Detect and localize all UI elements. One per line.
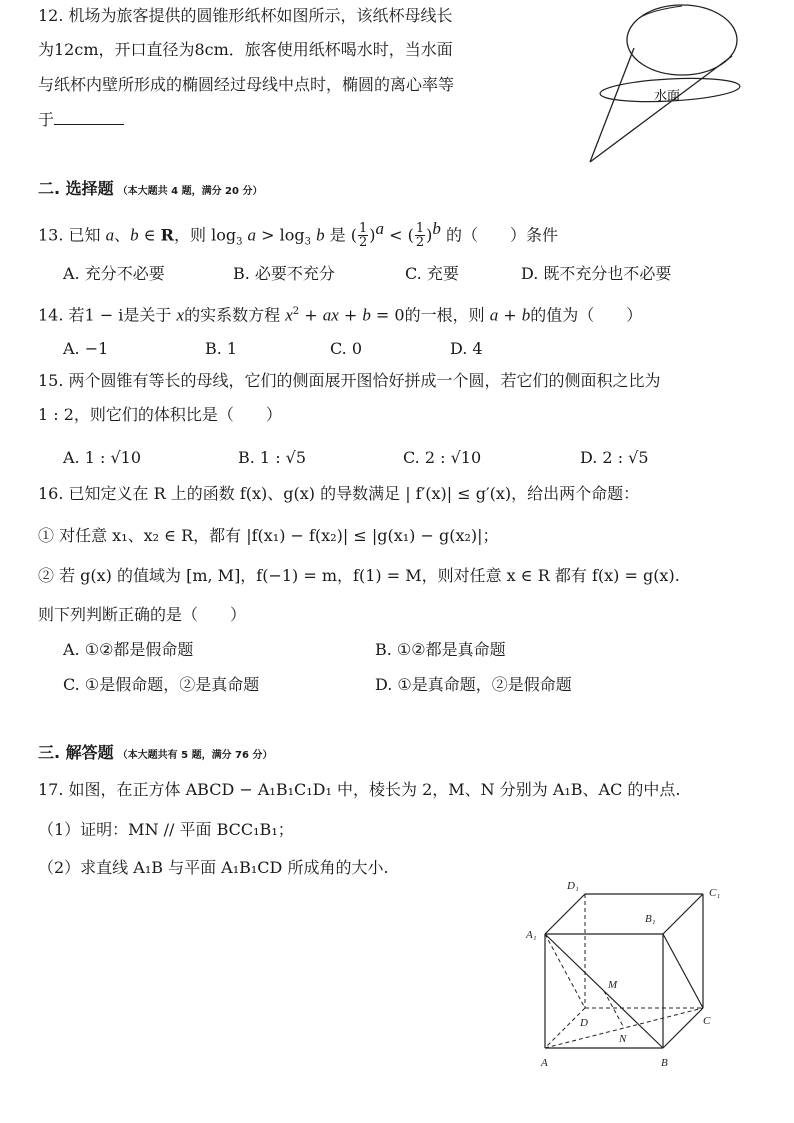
label-D1: D₁	[567, 880, 579, 892]
hidden-segment-MN	[604, 991, 624, 1028]
section3-title	[38, 740, 272, 763]
water-surface-label: 水面	[654, 89, 681, 104]
q14-option-d[interactable]: D. 4	[450, 339, 483, 358]
q14-stem-a: 14. 若	[38, 305, 85, 325]
q16-option-d[interactable]: D. ①是真命题，②是假命题	[375, 675, 572, 694]
label-C1: C₁	[709, 887, 721, 899]
section2-title	[38, 176, 262, 199]
q14-stem-b: 是关于	[123, 305, 172, 325]
q15-line2: 1 : 2，则它们的体积比是（ ）	[38, 405, 282, 424]
q15-option-b[interactable]: B. 1 : √5	[238, 448, 307, 467]
section3-title-text: 三. 解答题	[38, 743, 114, 762]
label-B: B	[661, 1057, 668, 1069]
hidden-line-A1D	[545, 934, 585, 1008]
q14-stem-c: 的实系数方程	[184, 305, 281, 325]
q14-option-b[interactable]: B. 1	[205, 339, 238, 358]
label-A1: A₁	[526, 929, 537, 941]
q12-line4-text: 于	[38, 110, 55, 129]
q16-line3: ② 若 g(x) 的值域为 [m, M]，f(−1) = m，f(1) = M，则对任意 x ∈ R 都有 f(x) = g(x).	[38, 566, 680, 585]
label-N: N	[619, 1033, 627, 1045]
section3-note: （本大题共有 5 题，满分 76 分）	[117, 750, 273, 761]
q13-option-a[interactable]: A. 充分不必要	[63, 264, 165, 283]
q17-line1: 17. 如图，在正方体 ABCD − A₁B₁C₁D₁ 中，棱长为 2，M、N 分别为 A₁B、AC 的中点.	[38, 780, 681, 799]
answer-blank[interactable]	[54, 110, 124, 125]
q14-stem: 14. 若1 − i是关于 x的实系数方程 $x^2$ + ax + b = 0的一根，则 a + b的值为（ ）	[38, 305, 643, 325]
label-C: C	[703, 1015, 711, 1027]
section2-title-text: 二. 选择题	[38, 179, 114, 198]
hidden-edge-DA	[545, 1008, 585, 1048]
q14-option-c[interactable]: C. 0	[330, 339, 363, 358]
label-M: M	[608, 979, 618, 991]
edge-A1D1	[545, 894, 585, 934]
cone-cup-figure	[582, 0, 742, 170]
section2-note: （本大题共 4 题，满分 20 分）	[117, 186, 263, 197]
label-D: D	[580, 1017, 588, 1029]
q12-line2: 为12cm，开口直径为8cm．旅客使用纸杯喝水时，当水面	[38, 40, 453, 59]
q13-stem-a: 13. 已知	[38, 225, 101, 245]
edge-CB	[663, 1008, 703, 1048]
q16-line1: 16. 已知定义在 R 上的函数 f(x)、g(x) 的导数满足 | f′(x)| ≤ g′(x)，给出两个命题：	[38, 484, 640, 503]
q15-option-c[interactable]: C. 2 : √10	[403, 448, 482, 467]
q13-stem-d: 的（ ）条件	[446, 225, 559, 245]
diagonal-B1C	[663, 934, 703, 1008]
q16-option-a[interactable]: A. ①②都是假命题	[63, 640, 194, 659]
q12-line3: 与纸杯内壁所形成的椭圆经过母线中点时，椭圆的离心率等	[38, 75, 455, 94]
q15-option-d[interactable]: D. 2 : √5	[580, 448, 649, 467]
q14-stem-d: 的一根，则	[404, 305, 485, 325]
q17-line2: （1）证明：MN // 平面 BCC₁B₁；	[38, 820, 294, 839]
q17-line3: （2）求直线 A₁B 与平面 A₁B₁CD 所成角的大小.	[38, 858, 389, 877]
q13-stem-c: 是	[329, 225, 346, 245]
q12-line1: 12. 机场为旅客提供的圆锥形纸杯如图所示，该纸杯母线长	[38, 6, 453, 25]
q14-option-a[interactable]: A. −1	[63, 339, 109, 358]
q13-stem-b: ，则	[173, 225, 206, 245]
label-A: A	[541, 1057, 548, 1069]
q13-option-c[interactable]: C. 充要	[405, 264, 459, 283]
q16-option-c[interactable]: C. ①是假命题，②是真命题	[63, 675, 260, 694]
cube-figure	[520, 876, 730, 1072]
q13-option-d[interactable]: D. 既不充分也不必要	[521, 264, 672, 283]
q16-option-b[interactable]: B. ①②都是真命题	[375, 640, 506, 659]
q15-option-a[interactable]: A. 1 : √10	[63, 448, 142, 467]
q16-line2: ① 对任意 x₁、x₂ ∈ R，都有 |f(x₁) − f(x₂)| ≤ |g(x₁) − g(x₂)|；	[38, 526, 499, 545]
edge-C1B1	[663, 894, 703, 934]
q13-option-b[interactable]: B. 必要不充分	[233, 264, 335, 283]
q12-line4	[38, 110, 124, 130]
q16-line4: 则下列判断正确的是（ ）	[38, 605, 247, 624]
q14-stem-e: 的值为（ ）	[530, 305, 643, 325]
q13-stem: 13. 已知 a、b ∈ R，则 $\log_3 a > \log_3 b$ 是 ( $\frac{1}{2}$ )$^a$ < ( $\frac{1}{2}$ )$^b$ 的（ ）条件	[38, 219, 559, 251]
q15-line1: 15. 两个圆锥有等长的母线，它们的侧面展开图恰好拼成一个圆，若它们的侧面积之比为	[38, 371, 661, 390]
label-B1: B₁	[645, 913, 656, 925]
